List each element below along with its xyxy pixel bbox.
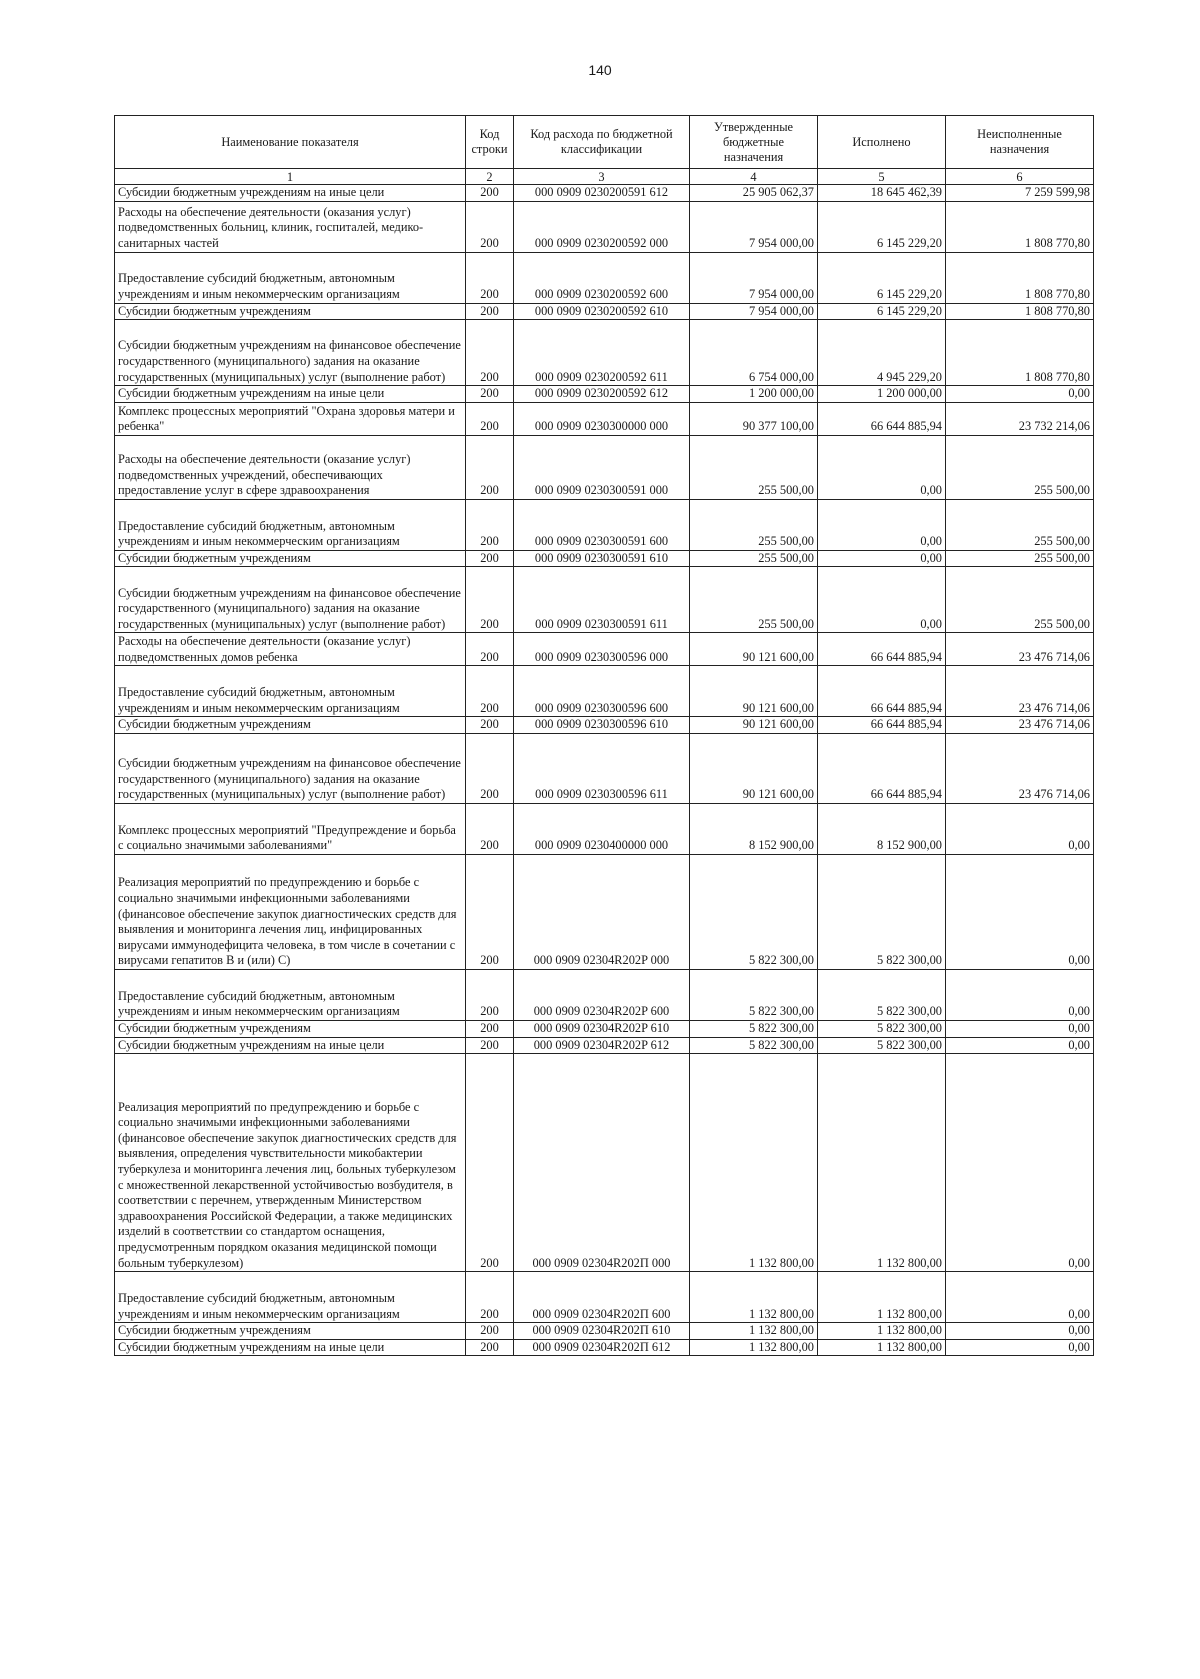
row-approved: 1 132 800,00: [690, 1272, 818, 1323]
table-row: [115, 717, 1094, 734]
row-name: Комплекс процессных мероприятий "Предупреждение и борьба с социально значимыми заболеваниями": [115, 803, 466, 854]
row-unexecuted: 23 476 714,06: [946, 633, 1094, 666]
table-row: [115, 733, 1094, 803]
row-executed: 1 132 800,00: [818, 1323, 946, 1340]
row-approved: 5 822 300,00: [690, 1037, 818, 1054]
header-name: Наименование показателя: [115, 116, 466, 169]
row-name: Субсидии бюджетным учреждениям на финансовое обеспечение государственного (муниципального) задания на оказание государственных (муниципальных) услуг (выполнение работ): [115, 320, 466, 386]
row-executed: 6 145 229,20: [818, 252, 946, 303]
row-budget-code: 000 0909 02304R202P 000: [514, 854, 690, 969]
row-unexecuted: 255 500,00: [946, 499, 1094, 550]
row-line-code: 200: [466, 499, 514, 550]
row-executed: 0,00: [818, 567, 946, 633]
row-unexecuted: 0,00: [946, 803, 1094, 854]
row-approved: 1 200 000,00: [690, 386, 818, 403]
table-row: [115, 1054, 1094, 1272]
table-row: [115, 550, 1094, 567]
row-line-code: 200: [466, 733, 514, 803]
row-executed: 18 645 462,39: [818, 185, 946, 202]
row-budget-code: 000 0909 02304R202П 000: [514, 1054, 690, 1272]
row-line-code: 200: [466, 320, 514, 386]
row-unexecuted: 1 808 770,80: [946, 201, 1094, 252]
row-executed: 1 132 800,00: [818, 1272, 946, 1323]
row-executed: 0,00: [818, 499, 946, 550]
header-unexecuted: Неисполненные назначения: [946, 116, 1094, 169]
row-approved: 1 132 800,00: [690, 1323, 818, 1340]
row-approved: 90 121 600,00: [690, 666, 818, 717]
row-budget-code: 000 0909 02304R202П 612: [514, 1339, 690, 1356]
table-row: [115, 854, 1094, 969]
column-number: 3: [514, 169, 690, 185]
row-approved: 8 152 900,00: [690, 803, 818, 854]
row-approved: 90 121 600,00: [690, 733, 818, 803]
table-row: [115, 1037, 1094, 1054]
row-name: Предоставление субсидий бюджетным, автономным учреждениям и иным некоммерческим организациям: [115, 666, 466, 717]
row-line-code: 200: [466, 1339, 514, 1356]
row-line-code: 200: [466, 854, 514, 969]
row-approved: 255 500,00: [690, 550, 818, 567]
row-executed: 66 644 885,94: [818, 666, 946, 717]
table-row: [115, 666, 1094, 717]
row-line-code: 200: [466, 185, 514, 202]
row-unexecuted: 0,00: [946, 386, 1094, 403]
row-executed: 66 644 885,94: [818, 633, 946, 666]
row-unexecuted: 1 808 770,80: [946, 303, 1094, 320]
row-executed: 0,00: [818, 550, 946, 567]
row-budget-code: 000 0909 0230400000 000: [514, 803, 690, 854]
row-unexecuted: 255 500,00: [946, 567, 1094, 633]
column-number: 2: [466, 169, 514, 185]
row-approved: 255 500,00: [690, 499, 818, 550]
row-unexecuted: 0,00: [946, 854, 1094, 969]
row-budget-code: 000 0909 0230200592 000: [514, 201, 690, 252]
row-executed: 5 822 300,00: [818, 1037, 946, 1054]
table-row: [115, 1272, 1094, 1323]
header-row: [115, 116, 1094, 169]
row-executed: 1 200 000,00: [818, 386, 946, 403]
header-line-code: Код строки: [466, 116, 514, 169]
row-approved: 1 132 800,00: [690, 1339, 818, 1356]
row-approved: 5 822 300,00: [690, 854, 818, 969]
row-approved: 7 954 000,00: [690, 252, 818, 303]
row-name: Субсидии бюджетным учреждениям: [115, 1323, 466, 1340]
row-unexecuted: 255 500,00: [946, 550, 1094, 567]
row-executed: 8 152 900,00: [818, 803, 946, 854]
row-unexecuted: 0,00: [946, 1339, 1094, 1356]
row-unexecuted: 23 476 714,06: [946, 733, 1094, 803]
table-row: [115, 252, 1094, 303]
row-name: Субсидии бюджетным учреждениям на иные цели: [115, 185, 466, 202]
row-executed: 66 644 885,94: [818, 717, 946, 734]
row-approved: 255 500,00: [690, 567, 818, 633]
row-name: Субсидии бюджетным учреждениям: [115, 1020, 466, 1037]
row-line-code: 200: [466, 969, 514, 1020]
row-name: Субсидии бюджетным учреждениям на иные цели: [115, 1339, 466, 1356]
table-row: [115, 969, 1094, 1020]
row-name: Субсидии бюджетным учреждениям на финансовое обеспечение государственного (муниципального) задания на оказание государственных (муниципальных) услуг (выполнение работ): [115, 567, 466, 633]
row-line-code: 200: [466, 803, 514, 854]
row-unexecuted: 23 476 714,06: [946, 717, 1094, 734]
table-row: [115, 633, 1094, 666]
table-row: [115, 435, 1094, 499]
table-row: [115, 201, 1094, 252]
row-unexecuted: 23 732 214,06: [946, 402, 1094, 435]
row-approved: 255 500,00: [690, 435, 818, 499]
row-approved: 6 754 000,00: [690, 320, 818, 386]
row-name: Комплекс процессных мероприятий "Охрана здоровья матери и ребенка": [115, 402, 466, 435]
row-name: Предоставление субсидий бюджетным, автономным учреждениям и иным некоммерческим организациям: [115, 252, 466, 303]
table-row: [115, 1323, 1094, 1340]
row-executed: 5 822 300,00: [818, 969, 946, 1020]
row-name: Реализация мероприятий по предупреждению и борьбе с социально значимыми инфекционными заболеваниями (финансовое обеспечение закупок диагностических средств для выявления и мониторинга лечения лиц, инфицированных вирусами иммунодефицита человека, в том числе в сочетании с вирусами гепатитов B и (или) C): [115, 854, 466, 969]
row-executed: 1 132 800,00: [818, 1339, 946, 1356]
row-unexecuted: 7 259 599,98: [946, 185, 1094, 202]
row-budget-code: 000 0909 0230300596 600: [514, 666, 690, 717]
row-budget-code: 000 0909 0230300591 000: [514, 435, 690, 499]
row-name: Расходы на обеспечение деятельности (оказание услуг) подведомственных домов ребенка: [115, 633, 466, 666]
row-line-code: 200: [466, 1272, 514, 1323]
row-name: Расходы на обеспечение деятельности (оказание услуг) подведомственных учреждений, обеспечивающих предоставление услуг в сфере здравоохранения: [115, 435, 466, 499]
table-row: [115, 567, 1094, 633]
row-budget-code: 000 0909 0230300596 000: [514, 633, 690, 666]
row-unexecuted: 23 476 714,06: [946, 666, 1094, 717]
row-line-code: 200: [466, 435, 514, 499]
row-approved: 90 121 600,00: [690, 633, 818, 666]
row-line-code: 200: [466, 201, 514, 252]
row-executed: 6 145 229,20: [818, 303, 946, 320]
row-line-code: 200: [466, 550, 514, 567]
column-number: 6: [946, 169, 1094, 185]
row-name: Субсидии бюджетным учреждениям: [115, 717, 466, 734]
row-approved: 25 905 062,37: [690, 185, 818, 202]
header-approved: Утвержденные бюджетные назначения: [690, 116, 818, 169]
budget-execution-table: [114, 115, 1094, 1356]
row-budget-code: 000 0909 02304R202П 610: [514, 1323, 690, 1340]
column-number: 5: [818, 169, 946, 185]
row-budget-code: 000 0909 0230300000 000: [514, 402, 690, 435]
row-line-code: 200: [466, 252, 514, 303]
row-budget-code: 000 0909 0230300596 611: [514, 733, 690, 803]
column-number-row: [115, 169, 1094, 185]
row-executed: 0,00: [818, 435, 946, 499]
row-budget-code: 000 0909 0230300591 610: [514, 550, 690, 567]
row-line-code: 200: [466, 1054, 514, 1272]
row-budget-code: 000 0909 0230200592 610: [514, 303, 690, 320]
row-name: Расходы на обеспечение деятельности (оказания услуг) подведомственных больниц, клиник, госпиталей, медико-санитарных частей: [115, 201, 466, 252]
row-name: Субсидии бюджетным учреждениям на иные цели: [115, 386, 466, 403]
row-approved: 1 132 800,00: [690, 1054, 818, 1272]
row-line-code: 200: [466, 717, 514, 734]
row-executed: 6 145 229,20: [818, 201, 946, 252]
row-name: Субсидии бюджетным учреждениям: [115, 550, 466, 567]
row-approved: 5 822 300,00: [690, 1020, 818, 1037]
row-unexecuted: 255 500,00: [946, 435, 1094, 499]
row-executed: 5 822 300,00: [818, 854, 946, 969]
row-approved: 5 822 300,00: [690, 969, 818, 1020]
row-unexecuted: 0,00: [946, 1054, 1094, 1272]
row-line-code: 200: [466, 402, 514, 435]
row-approved: 7 954 000,00: [690, 201, 818, 252]
row-budget-code: 000 0909 02304R202P 600: [514, 969, 690, 1020]
table-row: [115, 185, 1094, 202]
table-row: [115, 320, 1094, 386]
table-row: [115, 499, 1094, 550]
table-row: [115, 803, 1094, 854]
row-budget-code: 000 0909 0230200592 600: [514, 252, 690, 303]
table-body: [115, 185, 1094, 1356]
header-executed: Исполнено: [818, 116, 946, 169]
table-row: [115, 386, 1094, 403]
column-number: 4: [690, 169, 818, 185]
table-row: [115, 303, 1094, 320]
row-line-code: 200: [466, 633, 514, 666]
row-line-code: 200: [466, 1037, 514, 1054]
row-budget-code: 000 0909 0230300596 610: [514, 717, 690, 734]
row-line-code: 200: [466, 386, 514, 403]
row-approved: 90 377 100,00: [690, 402, 818, 435]
row-unexecuted: 0,00: [946, 1020, 1094, 1037]
row-name: Предоставление субсидий бюджетным, автономным учреждениям и иным некоммерческим организациям: [115, 499, 466, 550]
row-executed: 5 822 300,00: [818, 1020, 946, 1037]
row-budget-code: 000 0909 0230200592 611: [514, 320, 690, 386]
row-unexecuted: 0,00: [946, 1272, 1094, 1323]
row-unexecuted: 0,00: [946, 1037, 1094, 1054]
row-executed: 66 644 885,94: [818, 733, 946, 803]
row-approved: 7 954 000,00: [690, 303, 818, 320]
row-budget-code: 000 0909 02304R202P 610: [514, 1020, 690, 1037]
row-line-code: 200: [466, 567, 514, 633]
row-budget-code: 000 0909 02304R202P 612: [514, 1037, 690, 1054]
table-row: [115, 1020, 1094, 1037]
row-name: Субсидии бюджетным учреждениям на иные цели: [115, 1037, 466, 1054]
row-budget-code: 000 0909 0230300591 611: [514, 567, 690, 633]
row-unexecuted: 1 808 770,80: [946, 320, 1094, 386]
row-name: Субсидии бюджетным учреждениям: [115, 303, 466, 320]
header-budget-code: Код расхода по бюджетной классификации: [514, 116, 690, 169]
page-number: 140: [588, 62, 612, 78]
row-budget-code: 000 0909 0230300591 600: [514, 499, 690, 550]
row-unexecuted: 1 808 770,80: [946, 252, 1094, 303]
row-unexecuted: 0,00: [946, 969, 1094, 1020]
row-name: Предоставление субсидий бюджетным, автономным учреждениям и иным некоммерческим организациям: [115, 969, 466, 1020]
row-executed: 4 945 229,20: [818, 320, 946, 386]
row-budget-code: 000 0909 0230200591 612: [514, 185, 690, 202]
row-line-code: 200: [466, 666, 514, 717]
table-row: [115, 1339, 1094, 1356]
row-executed: 1 132 800,00: [818, 1054, 946, 1272]
row-budget-code: 000 0909 0230200592 612: [514, 386, 690, 403]
row-line-code: 200: [466, 1020, 514, 1037]
table-row: [115, 402, 1094, 435]
row-unexecuted: 0,00: [946, 1323, 1094, 1340]
row-name: Реализация мероприятий по предупреждению и борьбе с социально значимыми инфекционными заболеваниями (финансовое обеспечение закупок диагностических средств для выявления, определения чувствительности микобактерии туберкулеза и мониторинга лечения лиц, больных туберкулезом с множественной лекарственной устойчивостью возбудителя, в соответствии с перечнем, утвержденным Министерством здравоохранения Российской Федерации, а также медицинских изделий в соответствии со стандартом оснащения, предусмотренным порядком оказания медицинской помощи больным туберкулезом): [115, 1054, 466, 1272]
row-approved: 90 121 600,00: [690, 717, 818, 734]
row-name: Субсидии бюджетным учреждениям на финансовое обеспечение государственного (муниципального) задания на оказание государственных (муниципальных) услуг (выполнение работ): [115, 733, 466, 803]
row-name: Предоставление субсидий бюджетным, автономным учреждениям и иным некоммерческим организациям: [115, 1272, 466, 1323]
row-executed: 66 644 885,94: [818, 402, 946, 435]
row-line-code: 200: [466, 1323, 514, 1340]
row-budget-code: 000 0909 02304R202П 600: [514, 1272, 690, 1323]
row-line-code: 200: [466, 303, 514, 320]
column-number: 1: [115, 169, 466, 185]
